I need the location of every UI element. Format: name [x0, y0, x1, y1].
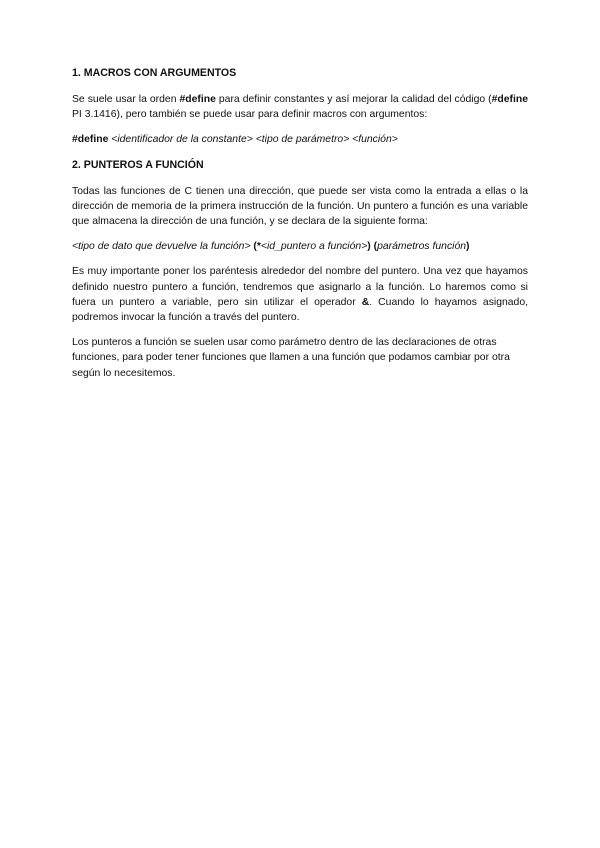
- syntax-symbol: ): [367, 241, 371, 253]
- function-pointer-syntax-line: [72, 239, 528, 254]
- syntax-placeholder: <función>: [349, 134, 398, 146]
- section-1-heading: 1. MACROS CON ARGUMENTOS: [72, 67, 237, 79]
- syntax-placeholder: <tipo de parámetro>: [252, 134, 350, 146]
- document-page: [72, 66, 528, 391]
- text-run: . Cuando lo hayamos asignado, podremos invocar la función a través del puntero.: [72, 296, 528, 324]
- section-2-paragraph-2: [72, 264, 528, 325]
- text-run: Es muy importante poner los paréntesis alrededor del nombre del puntero. Una vez que hayamos definido nuestro puntero a función, tendremos que asignarlo a la función. Lo haremos como si fuera un puntero a variable, pero sin utilizar el operador: [72, 266, 528, 308]
- code-keyword: #define: [179, 94, 216, 105]
- section-2-paragraph-3: Los punteros a función se suelen usar como parámetro dentro de las declaraciones de otras funciones, para poder tener funciones que llamen a una función que podamos cambiar por otra según lo necesitemos.: [72, 337, 510, 379]
- syntax-placeholder: <id_puntero a función>: [260, 241, 368, 253]
- syntax-placeholder: <identificador de la constante>: [108, 134, 253, 146]
- code-keyword: #define: [72, 134, 109, 146]
- syntax-symbol: (: [370, 241, 378, 253]
- syntax-placeholder: <tipo de dato que devuelve la función>: [72, 241, 251, 253]
- section-1-paragraph: [72, 92, 528, 122]
- code-operator: &: [361, 296, 370, 308]
- syntax-placeholder: parámetros función: [377, 241, 467, 253]
- section-2-heading: 2. PUNTEROS A FUNCIÓN: [72, 158, 204, 171]
- text-run: para definir constantes y así mejorar la calidad del código (: [215, 94, 492, 105]
- code-keyword: #define: [491, 94, 529, 105]
- syntax-symbol: ): [466, 241, 470, 253]
- macro-syntax-line: [72, 132, 528, 147]
- text-run: PI 3.1416), pero también se puede usar para definir macros con argumentos:: [72, 109, 428, 121]
- syntax-symbol: (*: [250, 241, 261, 253]
- section-2-paragraph-1: Todas las funciones de C tienen una dirección, que puede ser vista como la entrada a ellas o la dirección de memoria de la primera instrucción de la función. Un puntero a función es una variable que almacena la dirección de una función, y se declara de la siguiente forma:: [72, 185, 528, 228]
- text-run: Se suele usar la orden: [72, 94, 180, 105]
